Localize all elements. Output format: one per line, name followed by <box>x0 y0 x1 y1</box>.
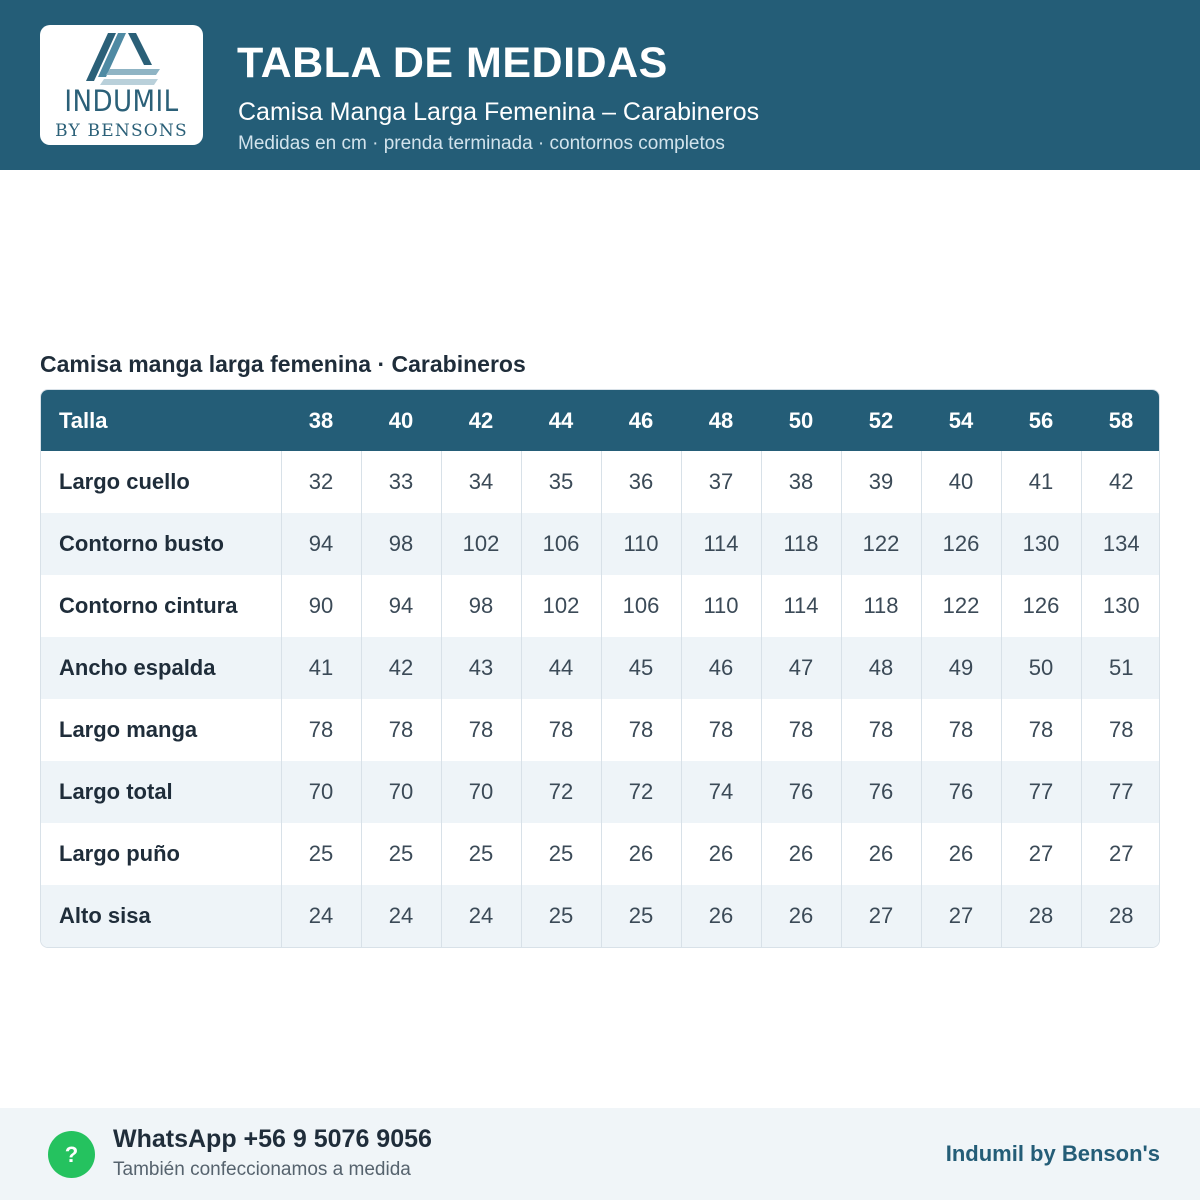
table-cell: 114 <box>681 513 761 575</box>
whatsapp-contact-link[interactable]: WhatsApp +56 9 5076 9056 <box>113 1125 432 1153</box>
table-cell: 25 <box>281 823 361 885</box>
table-cell: 78 <box>601 699 681 761</box>
table-row <box>41 885 1160 947</box>
table-cell: 77 <box>1001 761 1081 823</box>
table-cell: 134 <box>1081 513 1160 575</box>
table-row <box>41 699 1160 761</box>
page-title: TABLA DE MEDIDAS <box>237 39 668 87</box>
table-cell: 70 <box>441 761 521 823</box>
table-cell: 70 <box>361 761 441 823</box>
table-cell: 118 <box>841 575 921 637</box>
table-cell: 76 <box>921 761 1001 823</box>
table-cell: 26 <box>761 885 841 947</box>
table-cell: 130 <box>1001 513 1081 575</box>
custom-tailoring-note: También confeccionamos a medida <box>113 1159 411 1180</box>
row-label: Alto sisa <box>41 885 281 947</box>
row-label: Ancho espalda <box>41 637 281 699</box>
header-banner <box>0 0 1200 170</box>
table-cell: 130 <box>1081 575 1160 637</box>
table-cell: 76 <box>761 761 841 823</box>
table-cell: 98 <box>361 513 441 575</box>
table-cell: 110 <box>681 575 761 637</box>
table-row <box>41 575 1160 637</box>
row-label: Largo cuello <box>59 469 190 494</box>
logo-tagline: BY BENSONS <box>55 121 188 141</box>
column-header-size: 40 <box>361 390 441 451</box>
table-cell: 28 <box>1081 885 1160 947</box>
table-cell: 38 <box>761 451 841 513</box>
table-cell: 25 <box>521 885 601 947</box>
measurement-note: Medidas en cm · prenda terminada · contornos completos <box>238 133 725 154</box>
table-cell: 78 <box>761 699 841 761</box>
table-cell: 78 <box>681 699 761 761</box>
table-row <box>41 761 1160 823</box>
column-header-size: 56 <box>1001 390 1081 451</box>
column-header-size: 50 <box>761 390 841 451</box>
column-header-size: 52 <box>841 390 921 451</box>
row-label: Contorno busto <box>41 513 281 575</box>
table-cell: 94 <box>361 575 441 637</box>
table-cell: 28 <box>1001 885 1081 947</box>
column-header-size: 48 <box>681 390 761 451</box>
column-header-talla: Talla <box>41 390 281 451</box>
table-cell: 122 <box>921 575 1001 637</box>
column-header-size: 54 <box>921 390 1001 451</box>
table-cell: 34 <box>441 451 521 513</box>
table-cell: 37 <box>681 451 761 513</box>
table-cell: 90 <box>281 575 361 637</box>
table-cell: 26 <box>841 823 921 885</box>
row-label: Contorno cintura <box>59 593 238 618</box>
table-cell: 78 <box>521 699 601 761</box>
logo-wordmark: INDUMIL <box>64 84 179 118</box>
table-cell: 94 <box>281 513 361 575</box>
whatsapp-icon[interactable]: ? <box>48 1131 95 1178</box>
table-cell: 40 <box>921 451 1001 513</box>
table-header-row <box>41 390 1160 451</box>
table-cell: 78 <box>1001 699 1081 761</box>
table-cell: 45 <box>601 637 681 699</box>
table-cell: 106 <box>601 575 681 637</box>
table-cell: 78 <box>841 699 921 761</box>
table-cell: 39 <box>841 451 921 513</box>
table-row <box>41 451 1160 513</box>
table-cell: 26 <box>681 885 761 947</box>
table-cell: 27 <box>1081 823 1160 885</box>
table-row <box>41 637 1160 699</box>
table-cell: 35 <box>521 451 601 513</box>
table-cell: 74 <box>681 761 761 823</box>
table-cell: 78 <box>441 699 521 761</box>
footer-bar <box>0 1108 1200 1200</box>
table-cell: 26 <box>601 823 681 885</box>
table-cell: 42 <box>361 637 441 699</box>
table-cell: 70 <box>281 761 361 823</box>
row-label: Largo manga <box>59 717 198 742</box>
column-header-size: 46 <box>601 390 681 451</box>
table-cell: 48 <box>841 637 921 699</box>
size-table <box>40 389 1160 948</box>
table-cell: 126 <box>1001 575 1081 637</box>
table-cell: 25 <box>441 823 521 885</box>
table-cell: 50 <box>1001 637 1081 699</box>
table-cell: 78 <box>921 699 1001 761</box>
column-header-size: 38 <box>281 390 361 451</box>
table-cell: 25 <box>601 885 681 947</box>
table-cell: 27 <box>921 885 1001 947</box>
table-cell: 118 <box>761 513 841 575</box>
table-cell: 41 <box>281 637 361 699</box>
table-cell: 102 <box>441 513 521 575</box>
table-cell: 42 <box>1081 451 1160 513</box>
table-caption: Camisa manga larga femenina · Carabineros <box>40 351 526 377</box>
table-cell: 78 <box>361 699 441 761</box>
table-cell: 33 <box>361 451 441 513</box>
column-header-size: 58 <box>1081 390 1160 451</box>
table-cell: 78 <box>281 699 361 761</box>
table-cell: 27 <box>1001 823 1081 885</box>
column-header-size: 42 <box>441 390 521 451</box>
table-cell: 106 <box>521 513 601 575</box>
table-cell: 77 <box>1081 761 1160 823</box>
table-cell: 25 <box>361 823 441 885</box>
table-cell: 110 <box>601 513 681 575</box>
table-cell: 25 <box>521 823 601 885</box>
table-cell: 36 <box>601 451 681 513</box>
table-cell: 26 <box>921 823 1001 885</box>
table-cell: 26 <box>761 823 841 885</box>
table-cell: 78 <box>1081 699 1160 761</box>
table-cell: 41 <box>1001 451 1081 513</box>
row-label: Largo puño <box>59 841 180 866</box>
table-cell: 72 <box>521 761 601 823</box>
table-cell: 24 <box>281 885 361 947</box>
logo-mark-icon <box>80 29 164 87</box>
page-subtitle: Camisa Manga Larga Femenina – Carabineros <box>238 98 760 126</box>
table-cell: 49 <box>921 637 1001 699</box>
table-cell: 24 <box>361 885 441 947</box>
footer-brand: Indumil by Benson's <box>945 1141 1160 1166</box>
table-cell: 43 <box>441 637 521 699</box>
table-cell: 102 <box>521 575 601 637</box>
table-cell: 46 <box>681 637 761 699</box>
table-row <box>41 823 1160 885</box>
brand-logo <box>40 25 203 145</box>
table-cell: 122 <box>841 513 921 575</box>
table-cell: 47 <box>761 637 841 699</box>
table-cell: 26 <box>681 823 761 885</box>
table-cell: 114 <box>761 575 841 637</box>
table-cell: 76 <box>841 761 921 823</box>
column-header-size: 44 <box>521 390 601 451</box>
table-cell: 24 <box>441 885 521 947</box>
table-cell: 27 <box>841 885 921 947</box>
table-cell: 44 <box>521 637 601 699</box>
table-cell: 32 <box>281 451 361 513</box>
table-cell: 126 <box>921 513 1001 575</box>
table-cell: 51 <box>1081 637 1160 699</box>
table-cell: 98 <box>441 575 521 637</box>
table-cell: 72 <box>601 761 681 823</box>
row-label: Largo total <box>41 761 281 823</box>
table-row <box>41 513 1160 575</box>
